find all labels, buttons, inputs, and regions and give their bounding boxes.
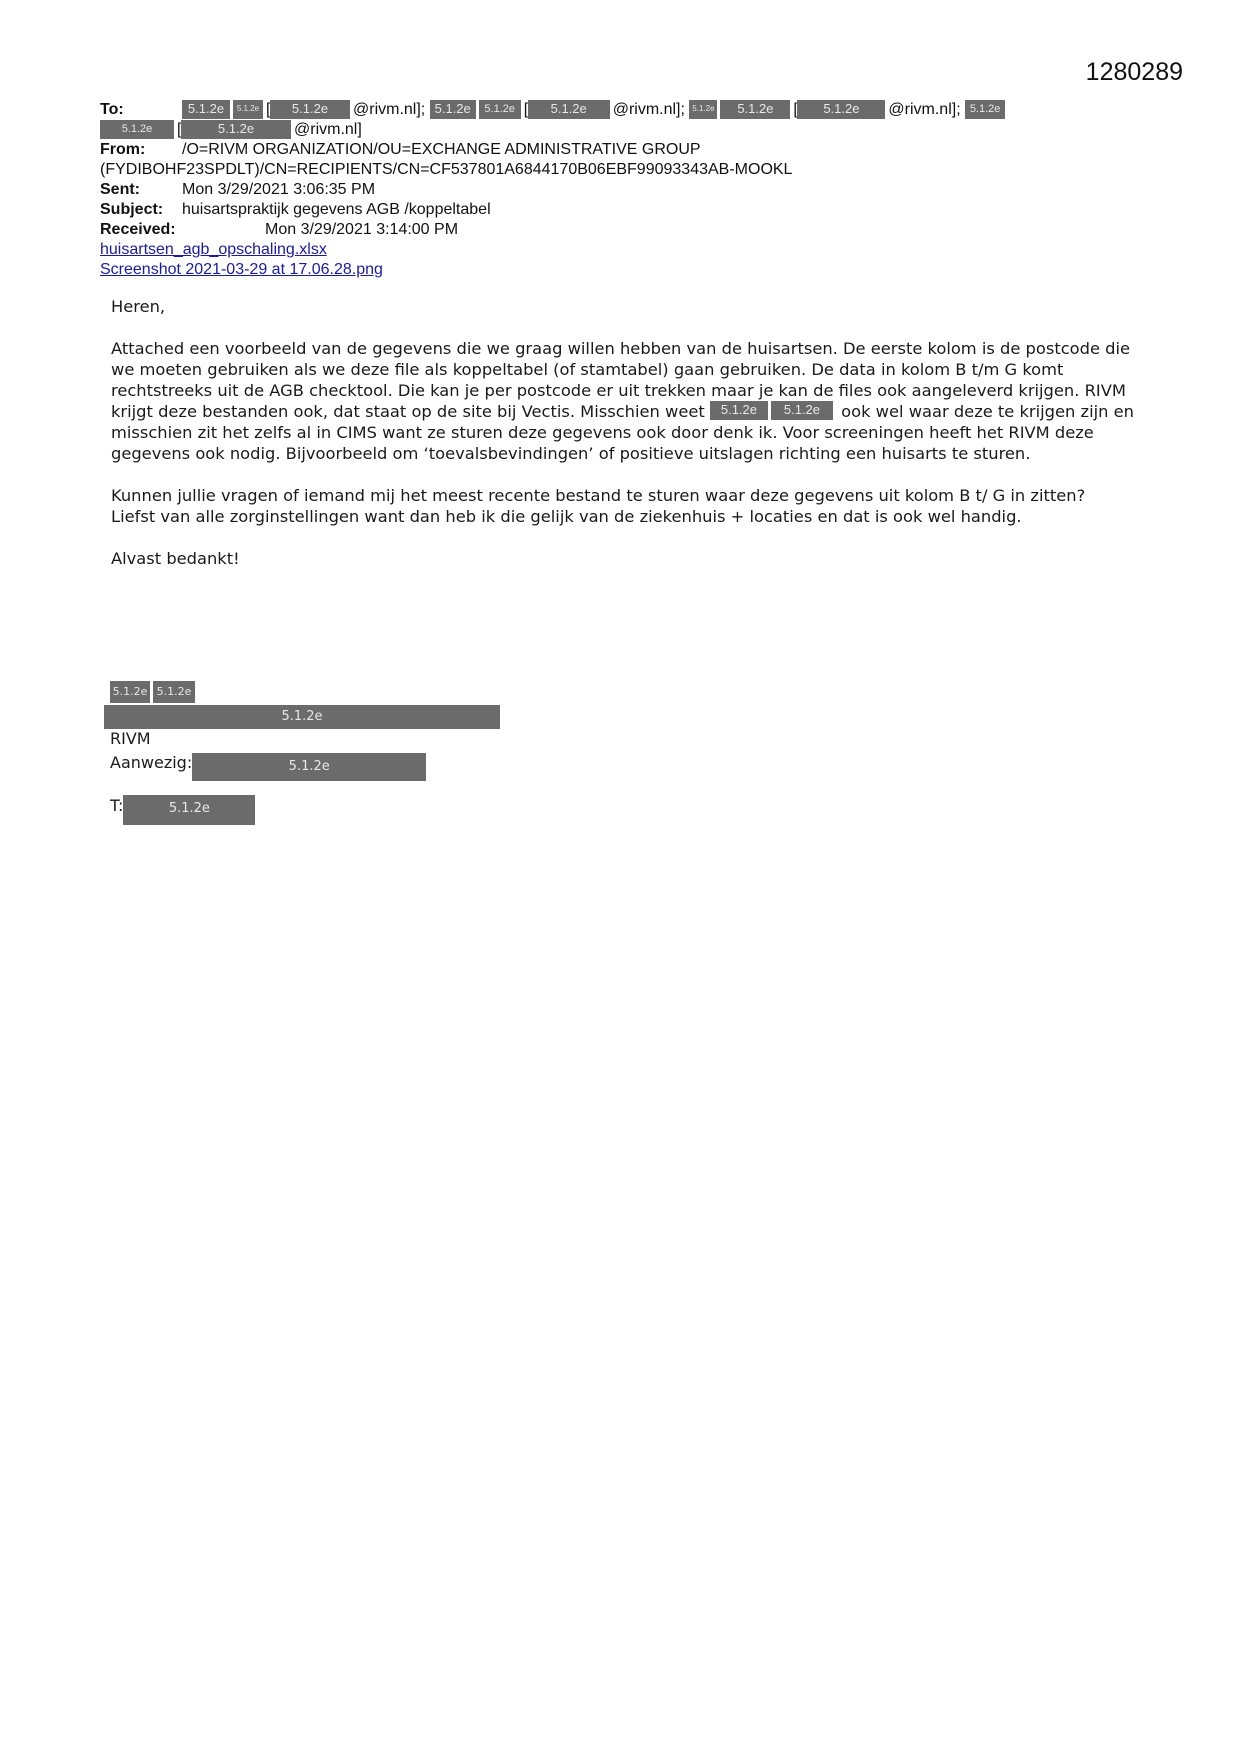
paragraph-text: Liefst van alle zorginstellingen want dan heb ik die gelijk van de ziekenhuis + locaties en dat is ook wel handig.: [111, 507, 1022, 526]
paragraph: [111, 338, 1141, 464]
email-body: [111, 296, 1141, 590]
redaction-box: 5.1.2e: [182, 100, 230, 119]
to-row-continued: 5.1.2e [ 5.1.2e @rivm.nl]: [100, 120, 1160, 140]
redaction-box: 5.1.2e: [270, 100, 350, 119]
attachment-link[interactable]: Screenshot 2021-03-29 at 17.06.28.png: [100, 261, 383, 278]
redaction-box: 5.1.2e: [965, 100, 1005, 119]
redaction-box: 5.1.2e: [104, 705, 500, 729]
redaction-box: 5.1.2e: [233, 100, 263, 119]
signature-org: RIVM: [110, 729, 151, 748]
redaction-box: 5.1.2e: [110, 681, 150, 703]
sent-row: [100, 180, 1160, 200]
paragraph-text: Attached een voorbeeld van de gegevens die we graag willen hebben van de huisartsen. De eerste kolom is de postcode die we moeten gebruiken als we deze file als koppeltabel (of stamtabel) gaan gebruiken. De data in kolom B t/m G komt rechtstreeks uit de AGB checktool. Die kan je per postcode er uit trekken maar je kan de files ook aangeleverd krijgen. RIVM krijgt deze bestanden ook, dat staat op de site bij Vectis. Misschien weet: [111, 339, 1131, 421]
received-row: [100, 220, 1160, 240]
redaction-box: 5.1.2e: [528, 100, 610, 119]
sent-label: Sent:: [100, 181, 140, 198]
redaction-box: 5.1.2e: [192, 753, 426, 781]
subject-value: huisartspraktijk gegevens AGB /koppeltabel: [182, 201, 491, 218]
email-domain: @rivm.nl];: [612, 101, 685, 118]
from-row-continued: [100, 160, 1160, 180]
signature: [104, 681, 503, 825]
redaction-box: 5.1.2e: [181, 120, 291, 139]
paragraph-text: ook wel waar deze te krijgen zijn en misschien zit het zelfs al in CIMS want ze sturen deze gegevens ook door denk ik. Voor screeningen heeft het RIVM deze gegevens ook nodig. Bijvoorbeeld om ‘toevalsbevindingen’ of positieve uitslagen richting een huisarts te sturen.: [111, 402, 1134, 463]
sent-value: Mon 3/29/2021 3:06:35 PM: [182, 181, 376, 198]
to-label: To:: [100, 101, 124, 118]
greeting: Heren,: [111, 297, 166, 316]
email-domain: @rivm.nl];: [888, 101, 961, 118]
from-value-continued: (FYDIBOHF23SPDLT)/CN=RECIPIENTS/CN=CF537801A6844170B06EBF99093343AB-MOOKL: [100, 161, 793, 178]
redaction-box: 5.1.2e: [797, 100, 885, 119]
closing: Alvast bedankt!: [111, 549, 240, 568]
subject-row: [100, 200, 1160, 220]
redaction-box: 5.1.2e: [100, 120, 174, 139]
paragraph: [111, 485, 1141, 527]
email-domain: @rivm.nl];: [353, 101, 426, 118]
email-domain: @rivm.nl]: [294, 121, 362, 138]
subject-label: Subject:: [100, 201, 164, 218]
received-value: Mon 3/29/2021 3:14:00 PM: [265, 221, 459, 238]
to-row: To: 5.1.2e 5.1.2e [ 5.1.2e @rivm.nl]; 5.1.2e 5.1.2e [ 5.1.2e @rivm.nl]; 5.1.2e 5.1.2e [ 5.1.2e @rivm.nl]; 5.1.2e: [100, 100, 1160, 120]
received-label: Received:: [100, 221, 176, 238]
redaction-box: 5.1.2e: [479, 100, 521, 119]
redaction-box: 5.1.2e: [710, 401, 768, 420]
from-value: /O=RIVM ORGANIZATION/OU=EXCHANGE ADMINISTRATIVE GROUP: [182, 141, 701, 158]
phone-label: T:: [110, 796, 124, 815]
attachment-link[interactable]: huisartsen_agb_opschaling.xlsx: [100, 241, 327, 258]
redaction-box: 5.1.2e: [771, 401, 833, 420]
redaction-box: 5.1.2e: [430, 100, 476, 119]
paragraph-text: Kunnen jullie vragen of iemand mij het meest recente bestand te sturen waar deze gegevens uit kolom B t/ G in zitten?: [111, 486, 1086, 505]
redaction-box: 5.1.2e: [153, 681, 195, 703]
redaction-box: 5.1.2e: [689, 100, 717, 119]
from-label: From:: [100, 141, 146, 158]
from-row: [100, 140, 1160, 160]
document-id: 1280289: [1085, 58, 1183, 86]
present-label: Aanwezig:: [110, 753, 193, 772]
email-header: [100, 100, 1160, 280]
redaction-box: 5.1.2e: [123, 795, 255, 825]
redaction-box: 5.1.2e: [720, 100, 790, 119]
